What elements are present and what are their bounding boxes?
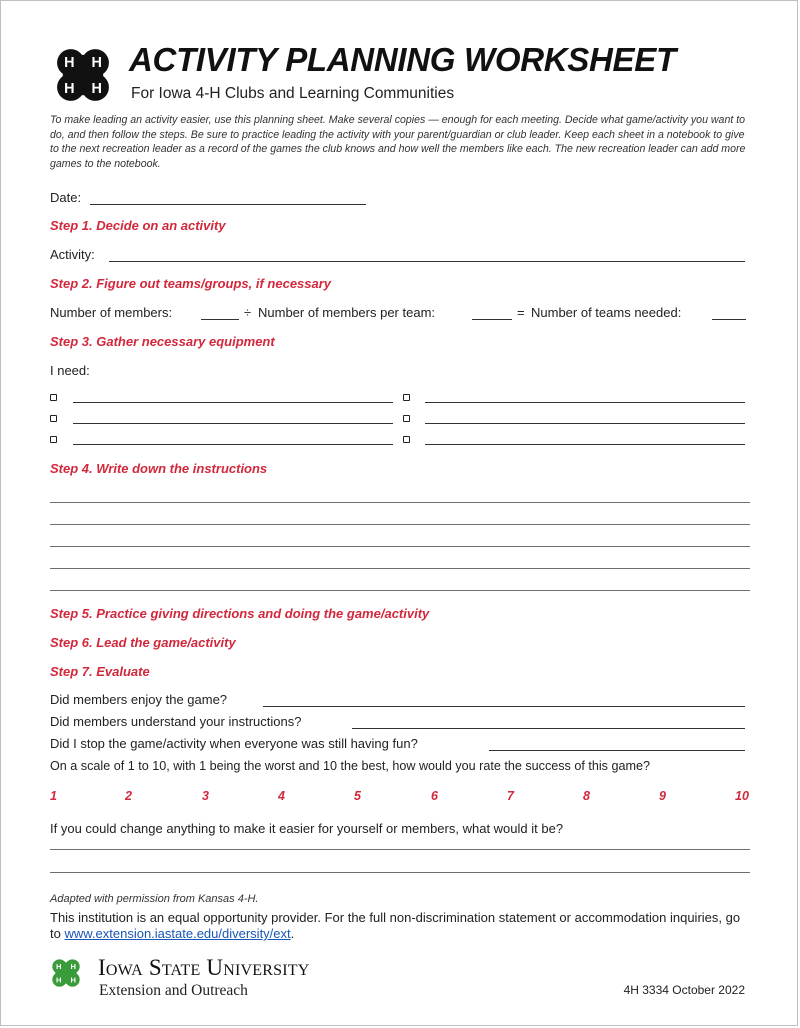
svg-text:H: H [56, 961, 62, 971]
svg-text:H: H [64, 55, 75, 72]
question-understand: Did members understand your instructions? [50, 714, 302, 729]
question-enjoy: Did members enjoy the game? [50, 692, 228, 707]
adapted-credit: Adapted with permission from Kansas 4-H. [50, 893, 259, 905]
teams-needed-field[interactable] [712, 319, 746, 320]
checkbox-icon[interactable] [403, 436, 410, 443]
checkbox-icon[interactable] [50, 415, 57, 422]
svg-text:H: H [91, 55, 102, 72]
scale-option-1[interactable]: 1 [50, 789, 57, 803]
date-label: Date: [50, 190, 82, 205]
svg-text:H: H [70, 961, 76, 971]
checkbox-icon[interactable] [50, 436, 57, 443]
checkbox-icon[interactable] [403, 394, 410, 401]
i-need-label: I need: [50, 363, 90, 378]
members-field[interactable] [201, 319, 239, 320]
question-change: If you could change anything to make it easier for yourself or members, what would it be? [50, 821, 564, 836]
scale-option-7[interactable]: 7 [507, 789, 514, 803]
isu-name: Iowa State University [98, 955, 310, 980]
eo-text: This institution is an equal opportunity provider. For the full non-discrimination statement or accommodation inquiries, go to [50, 910, 741, 941]
answer-understand-field[interactable] [352, 728, 745, 729]
page-title: ACTIVITY PLANNING WORKSHEET [129, 41, 676, 78]
per-team-field[interactable] [472, 319, 512, 320]
eo-period: . [290, 926, 295, 941]
date-field[interactable] [90, 204, 366, 205]
instructions-line[interactable] [50, 524, 750, 525]
instructions-line[interactable] [50, 568, 750, 569]
instructions-line[interactable] [50, 546, 750, 547]
step-1-heading: Step 1. Decide on an activity [50, 218, 226, 233]
equipment-field[interactable] [73, 444, 393, 445]
equipment-field[interactable] [425, 423, 745, 424]
isu-extension: Extension and Outreach [99, 982, 248, 999]
equipment-field[interactable] [425, 402, 745, 403]
teams-needed-label: Number of teams needed: [531, 305, 682, 320]
change-answer-line[interactable] [50, 872, 750, 873]
4h-clover-icon [47, 39, 119, 111]
svg-text:H: H [91, 81, 102, 97]
svg-text:H: H [56, 975, 62, 985]
scale-option-8[interactable]: 8 [583, 789, 590, 803]
equal-opportunity-statement [50, 910, 750, 942]
per-team-label: Number of members per team: [258, 305, 436, 320]
divide-sign: ÷ [244, 305, 252, 320]
answer-enjoy-field[interactable] [263, 706, 745, 707]
scale-option-6[interactable]: 6 [431, 789, 438, 803]
question-scale: On a scale of 1 to 10, with 1 being the worst and 10 the best, how would you rate the success of this game? [50, 759, 650, 773]
intro-paragraph: To make leading an activity easier, use this planning sheet. Make several copies — enough for each meeting. Decide what game/activity you want to do, and then follow the steps. Be sure to practice leading the activity with your parent/guardian or club leader. Keep each sheet in a notebook to give to the next recreation leader as a record of the games the club knows and how well the members like each. The new recreation leader can add more games to the notebook. [50, 114, 746, 170]
instructions-line[interactable] [50, 590, 750, 591]
scale-option-9[interactable]: 9 [659, 789, 666, 803]
scale-option-3[interactable]: 3 [202, 789, 209, 803]
equipment-field[interactable] [425, 444, 745, 445]
instructions-line[interactable] [50, 502, 750, 503]
scale-option-2[interactable]: 2 [125, 789, 132, 803]
checkbox-icon[interactable] [50, 394, 57, 401]
question-stop: Did I stop the game/activity when everyone was still having fun? [50, 736, 418, 751]
svg-text:H: H [64, 81, 75, 97]
svg-text:H: H [70, 975, 76, 985]
step-5-heading: Step 5. Practice giving directions and doing the game/activity [50, 606, 430, 621]
step-4-heading: Step 4. Write down the instructions [50, 461, 268, 476]
equipment-field[interactable] [73, 423, 393, 424]
activity-field[interactable] [109, 261, 745, 262]
scale-option-5[interactable]: 5 [354, 789, 361, 803]
page-subtitle: For Iowa 4-H Clubs and Learning Communities [131, 85, 455, 102]
isu-clover-icon [47, 954, 85, 992]
activity-label: Activity: [50, 247, 95, 262]
publication-code: 4H 3334 October 2022 [623, 983, 745, 997]
equals-sign: = [517, 305, 525, 320]
scale-option-4[interactable]: 4 [278, 789, 285, 803]
answer-stop-field[interactable] [489, 750, 745, 751]
change-answer-line[interactable] [50, 849, 750, 850]
diversity-link[interactable]: www.extension.iastate.edu/diversity/ext [64, 926, 291, 941]
checkbox-icon[interactable] [403, 415, 410, 422]
step-7-heading: Step 7. Evaluate [50, 664, 150, 679]
step-2-heading: Step 2. Figure out teams/groups, if necessary [50, 276, 332, 291]
step-6-heading: Step 6. Lead the game/activity [50, 635, 236, 650]
members-label: Number of members: [50, 305, 173, 320]
equipment-field[interactable] [73, 402, 393, 403]
step-3-heading: Step 3. Gather necessary equipment [50, 334, 275, 349]
scale-option-10[interactable]: 10 [735, 789, 749, 803]
